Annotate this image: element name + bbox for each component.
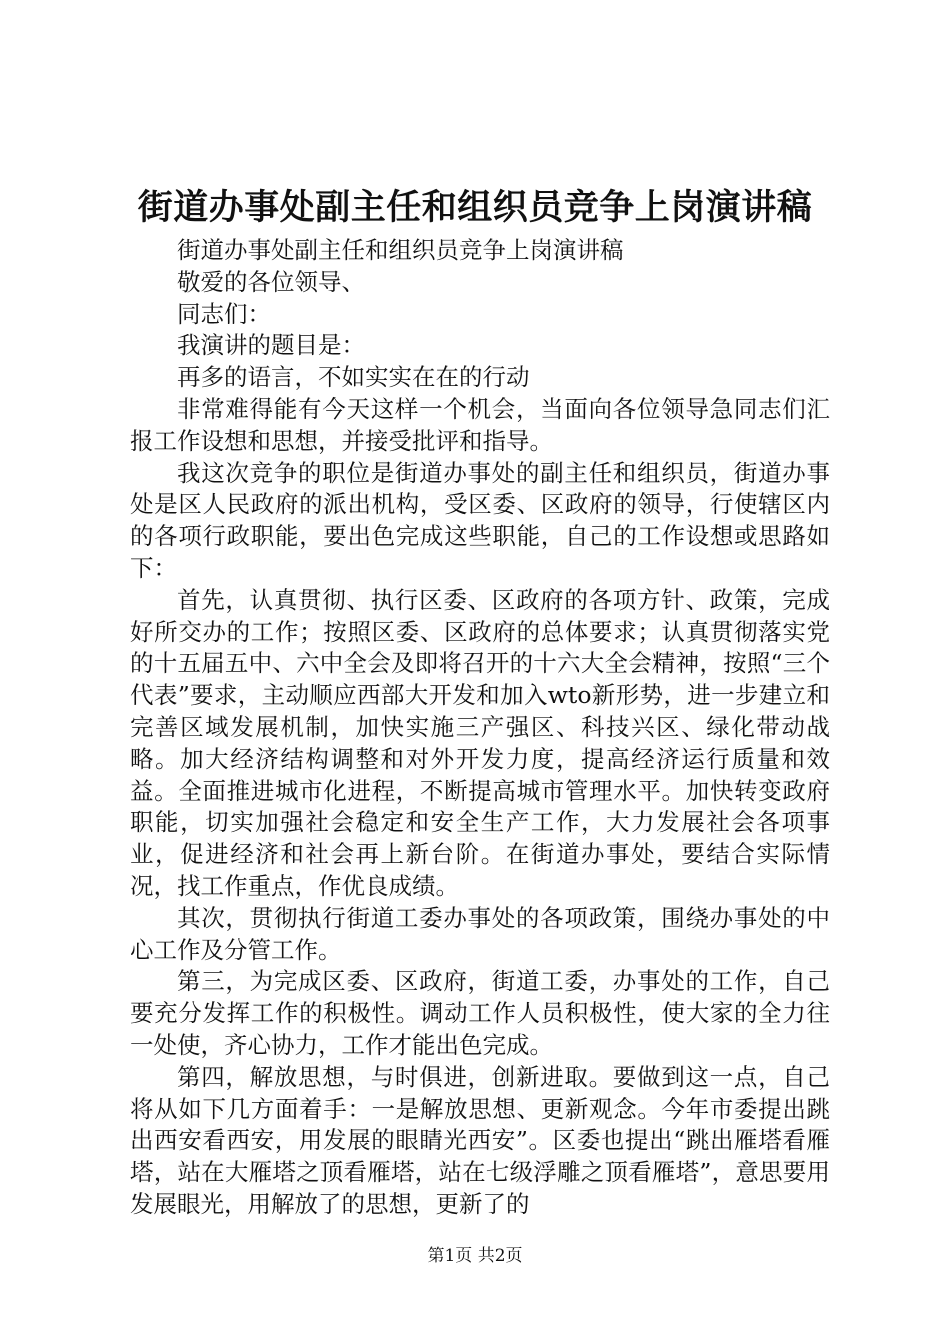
document-title: 街道办事处副主任和组织员竞争上岗演讲稿 bbox=[137, 187, 813, 228]
paragraph: 敬爱的各位领导、 bbox=[177, 267, 365, 296]
page-number-footer: 第1页 共2页 bbox=[427, 1246, 523, 1266]
paragraph: 街道办事处副主任和组织员竞争上岗演讲稿 bbox=[177, 236, 624, 264]
paragraph: 我演讲的题目是： bbox=[177, 331, 365, 360]
paragraph: 再多的语言，不如实实在在的行动 bbox=[177, 363, 530, 392]
document-body bbox=[130, 235, 830, 1221]
paragraph: 同志们： bbox=[177, 299, 271, 328]
paragraph: 我这次竞争的职位是街道办事处的副主任和组织员，街道办事处是区人民政府的派出机构，受区委、区政府的领导，行使辖区内的各项行政职能，要出色完成这些职能，自己的工作设想或思路如下： bbox=[130, 458, 830, 582]
paragraph: 非常难得能有今天这样一个机会，当面向各位领导急同志们汇报工作设想和思想，并接受批评和指导。 bbox=[130, 394, 830, 455]
paragraph: 其次，贯彻执行街道工委办事处的各项政策，围绕办事处的中心工作及分管工作。 bbox=[130, 903, 830, 964]
paragraph: 第三，为完成区委、区政府，街道工委，办事处的工作，自己要充分发挥工作的积极性。调动工作人员积极性，使大家的全力往一处使，齐心协力，工作才能出色完成。 bbox=[130, 967, 830, 1059]
paragraph: 第四，解放思想，与时俱进，创新进取。要做到这一点，自己将从如下几方面着手：一是解放思想、更新观念。今年市委提出跳出西安看西安，用发展的眼睛光西安”。区委也提出“跳出雁塔看雁塔，站在大雁塔之顶看雁塔，站在七级浮雕之顶看雁塔”，意思要用发展眼光，用解放了的思想，更新了的 bbox=[130, 1062, 830, 1218]
paragraph: 首先，认真贯彻、执行区委、区政府的各项方针、政策，完成好所交办的工作；按照区委、区政府的总体要求；认真贯彻落实党的十五届五中、六中全会及即将召开的十六大全会精神，按照“三个代表”要求，主动顺应西部大开发和加入wto新形势，进一步建立和完善区域发展机制，加快实施三产强区、科技兴区、绿化带动战略。加大经济结构调整和对外开发力度，提高经济运行质量和效益。全面推进城市化进程，不断提高城市管理水平。加快转变政府职能，切实加强社会稳定和安全生产工作，大力发展社会各项事业，促进经济和社会再上新台阶。在街道办事处，要结合实际情况，找工作重点，作优良成绩。 bbox=[130, 585, 830, 900]
